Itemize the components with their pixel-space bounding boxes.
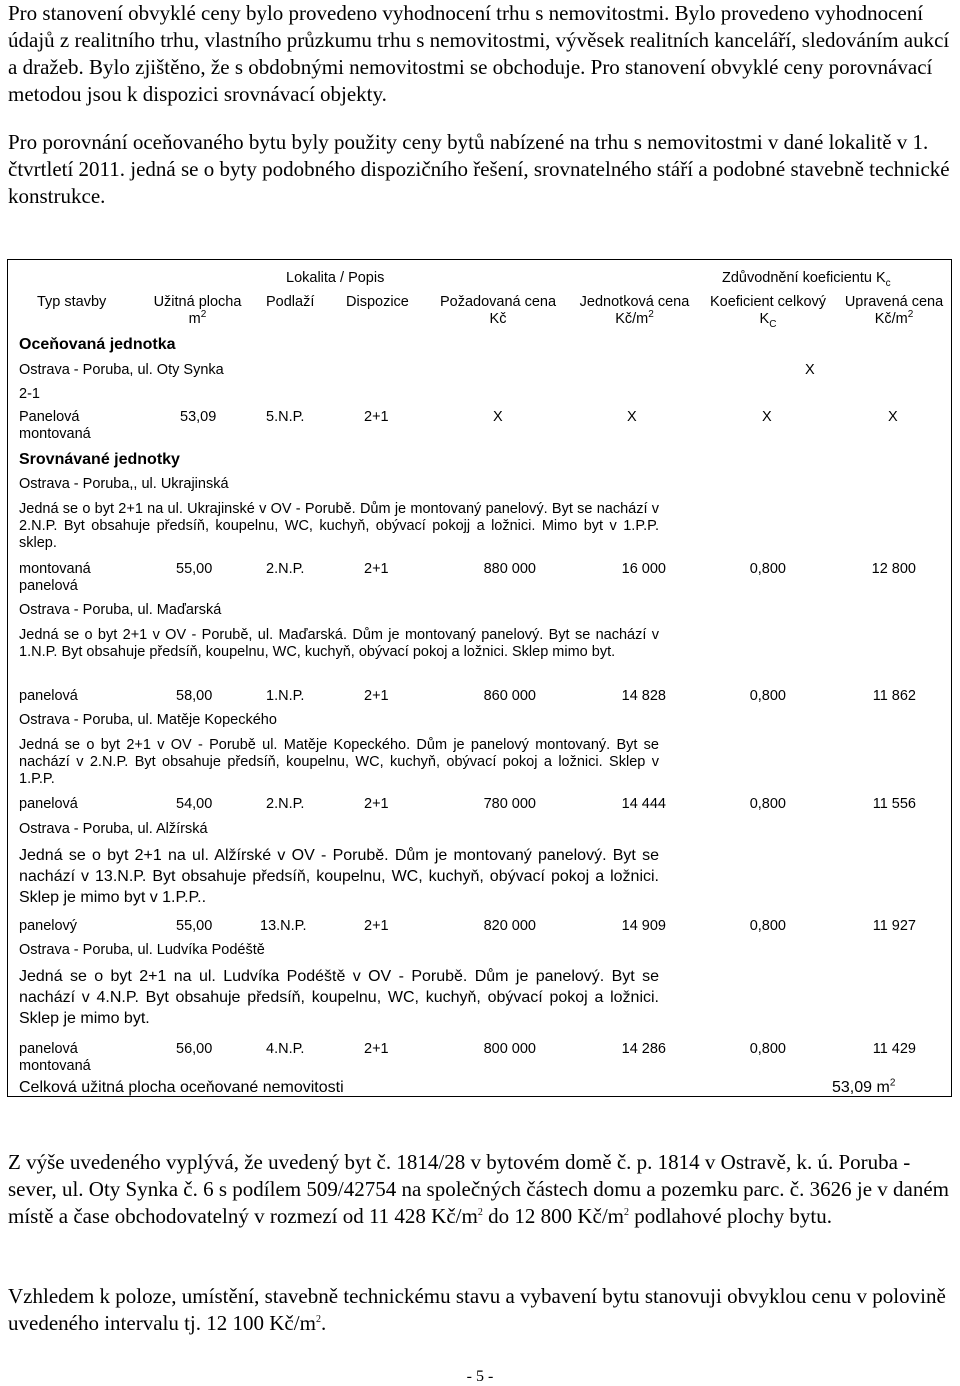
compared-4-type: panelový: [19, 918, 78, 934]
valued-address: Ostrava - Poruba, ul. Oty Synka: [19, 362, 224, 378]
intro-paragraph-2: Pro porovnání oceňovaného bytu byly použity ceny bytů nabízené na trhu s nemovitostmi v dané lokalitě v 1. čtvrtletí 2011. jedná se o byty podobného dispozičního řešení, srovnatelného stáří a podobné stavebně technické konstrukce.: [8, 130, 950, 208]
compared-3-unit-price: 14 444: [621, 796, 666, 812]
header-jednotkova-cena: Jednotková cena $Kč/m^2$: [579, 294, 690, 327]
valued-coef: X: [762, 409, 772, 425]
valued-unit-price: X: [627, 409, 637, 425]
header-dispozice: Dispozice: [346, 294, 409, 310]
compared-4-coef: 0,800: [749, 918, 786, 934]
compared-2-address: Ostrava - Poruba, ul. Maďarská: [19, 602, 222, 618]
valued-x-mark: X: [805, 362, 815, 378]
valued-price: X: [493, 409, 503, 425]
compared-3-address: Ostrava - Poruba, ul. Matěje Kopeckého: [19, 712, 277, 728]
section-srovnavane-jednotky: Srovnávané jednotky: [19, 451, 180, 468]
conclusion-paragraph-1: Z výše uvedeného vyplývá, že uvedený byt č. 1814/28 v bytovém domě č. p. 1814 v Ostravě, k. ú. Poruba - sever, ul. Oty Synka č. 6 s podílem 509/42754 na společných částech domu a pozemku parc. č. 3626 je v daném místě a čase obchodovatelný v rozmezí od 11 428 $Kč/m^2$ do 12 800 $Kč/m^2$ podlahové plochy bytu.: [8, 1150, 950, 1228]
header-upravena-cena: Upravená cena $Kč/m^2$: [844, 294, 944, 327]
compared-5-floor: 4.N.P.: [266, 1041, 305, 1057]
compared-5-unit-price: 14 286: [621, 1041, 666, 1057]
compared-1-price: 880 000: [483, 561, 536, 577]
compared-5-price: 800 000: [483, 1041, 536, 1057]
compared-5-disposition: 2+1: [364, 1041, 389, 1057]
valued-disposition: 2+1: [364, 409, 389, 425]
header-koeficient: Koeficient celkový $K_C$: [709, 294, 827, 330]
compared-3-coef: 0,800: [749, 796, 786, 812]
compared-4-address: Ostrava - Poruba, ul. Alžírská: [19, 821, 208, 837]
total-area-label: Celková užitná plocha oceňované nemovitosti: [19, 1079, 344, 1096]
page-number: - 5 -: [466, 1368, 494, 1385]
compared-5-address: Ostrava - Poruba, ul. Ludvíka Podéště: [19, 942, 265, 958]
compared-1-adjusted: 12 800: [871, 561, 916, 577]
compared-3-area: 54,00: [176, 796, 213, 812]
conclusion-paragraph-2: Vzhledem k poloze, umístění, stavebně technickému stavu a vybavení bytu stanovuji obvyklou cenu v polovině uvedeného intervalu tj. 12 100 $Kč/m^2$.: [8, 1284, 946, 1335]
compared-2-floor: 1.N.P.: [266, 688, 305, 704]
compared-3-price: 780 000: [483, 796, 536, 812]
compared-3-floor: 2.N.P.: [266, 796, 305, 812]
compared-1-unit-price: 16 000: [621, 561, 666, 577]
compared-4-area: 55,00: [176, 918, 213, 934]
compared-1-disposition: 2+1: [364, 561, 389, 577]
compared-1-coef: 0,800: [749, 561, 786, 577]
valued-floor: 5.N.P.: [266, 409, 305, 425]
compared-2-type: panelová: [19, 688, 78, 704]
compared-3-type: panelová: [19, 796, 78, 812]
compared-2-disposition: 2+1: [364, 688, 389, 704]
header-group-lokalita: Lokalita / Popis: [286, 270, 385, 286]
compared-2-description: Jedná se o byt 2+1 v OV - Porubě, ul. Maďarská. Dům je montovaný panelový. Byt se nachází v 1.N.P. Byt obsahuje předsíň, koupelnu, WC, kuchyň, obývací pokoj a ložnici. Sklep mimo byt.: [19, 627, 659, 660]
compared-1-description: Jedná se o byt 2+1 na ul. Ukrajinské v OV - Porubě. Dům je montovaný panelový. Byt se nachází v 2.N.P. Byt obsahuje předsíň, koupelnu, WC, kuchyň, obývací pokojj a ložnici. Mimo byt v 1.P.P. sklep.: [19, 501, 659, 551]
compared-2-adjusted: 11 862: [872, 688, 916, 704]
header-typ-stavby: Typ stavby: [37, 294, 107, 310]
compared-4-unit-price: 14 909: [621, 918, 666, 934]
compared-5-adjusted: 11 429: [872, 1041, 916, 1057]
valued-type: Panelová montovaná: [19, 409, 91, 442]
compared-3-disposition: 2+1: [364, 796, 389, 812]
compared-4-price: 820 000: [483, 918, 536, 934]
intro-paragraph-1: Pro stanovení obvyklé ceny bylo provedeno vyhodnocení trhu s nemovitostmi. Bylo provedeno vyhodnocení údajů z realitního trhu, vlastního průzkumu trhu s nemovitostmi, vývěsek realitních kanceláří, sledováním aukcí a dražeb. Bylo zjištěno, že s obdobnými nemovitostmi se obchoduje. Pro stanovení obvyklé ceny porovnávací metodou jsou k dispozici srovnávací objekty.: [8, 1, 950, 106]
compared-2-unit-price: 14 828: [621, 688, 666, 704]
compared-2-area: 58,00: [176, 688, 213, 704]
compared-3-description: Jedná se o byt 2+1 v OV - Porubě ul. Matěje Kopeckého. Dům je panelový montovaný. Byt se nachází v 2.N.P. Byt obsahuje předsíň, koupelnu, WC, kuchyň, obývací pokoj a ložnici. Sklep v 1.P.P.: [19, 737, 659, 787]
total-area-value: 53,09 $m^2$: [832, 1077, 896, 1096]
section-ocenovana-jednotka: Oceňovaná jednotka: [19, 336, 176, 353]
compared-4-disposition: 2+1: [364, 918, 389, 934]
compared-1-area: 55,00: [176, 561, 213, 577]
compared-3-adjusted: 11 556: [872, 796, 916, 812]
compared-1-address: Ostrava - Poruba,, ul. Ukrajinská: [19, 476, 229, 492]
header-group-zduvodneni: Zdůvodnění koeficientu $K_c$: [722, 270, 891, 289]
compared-1-type: montovaná panelová: [19, 561, 91, 594]
valued-adjusted: X: [888, 409, 898, 425]
compared-4-adjusted: 11 927: [872, 918, 916, 934]
compared-4-floor: 13.N.P.: [260, 918, 307, 934]
compared-5-coef: 0,800: [749, 1041, 786, 1057]
compared-5-area: 56,00: [176, 1041, 213, 1057]
header-pozadovana-cena: Požadovaná cena Kč: [439, 294, 557, 327]
compared-4-description: Jedná se o byt 2+1 na ul. Alžírské v OV - Porubě. Dům je montovaný panelový. Byt se nachází v 13.N.P. Byt obsahuje předsíň, koupelnu, WC, kuchyň, obývací pokoj a ložnici. Sklep je mimo byt v 1.P.P..: [19, 847, 659, 906]
compared-5-description: Jedná se o byt 2+1 na ul. Ludvíka Podéště v OV - Porubě. Dům je panelový. Byt se nachází v 4.N.P. Byt obsahuje předsíň, koupelnu, WC, kuchyň, obývací pokoj a ložnici. Sklep je mimo byt.: [19, 968, 659, 1027]
compared-5-type: panelová montovaná: [19, 1041, 91, 1074]
header-podlazi: Podlaží: [266, 294, 315, 310]
compared-2-coef: 0,800: [749, 688, 786, 704]
header-uzitna-plocha: Užitná plocha $m^2$: [153, 294, 242, 327]
valued-layout: 2-1: [19, 386, 40, 402]
compared-1-floor: 2.N.P.: [266, 561, 305, 577]
compared-2-price: 860 000: [483, 688, 536, 704]
valued-area: 53,09: [180, 409, 217, 425]
